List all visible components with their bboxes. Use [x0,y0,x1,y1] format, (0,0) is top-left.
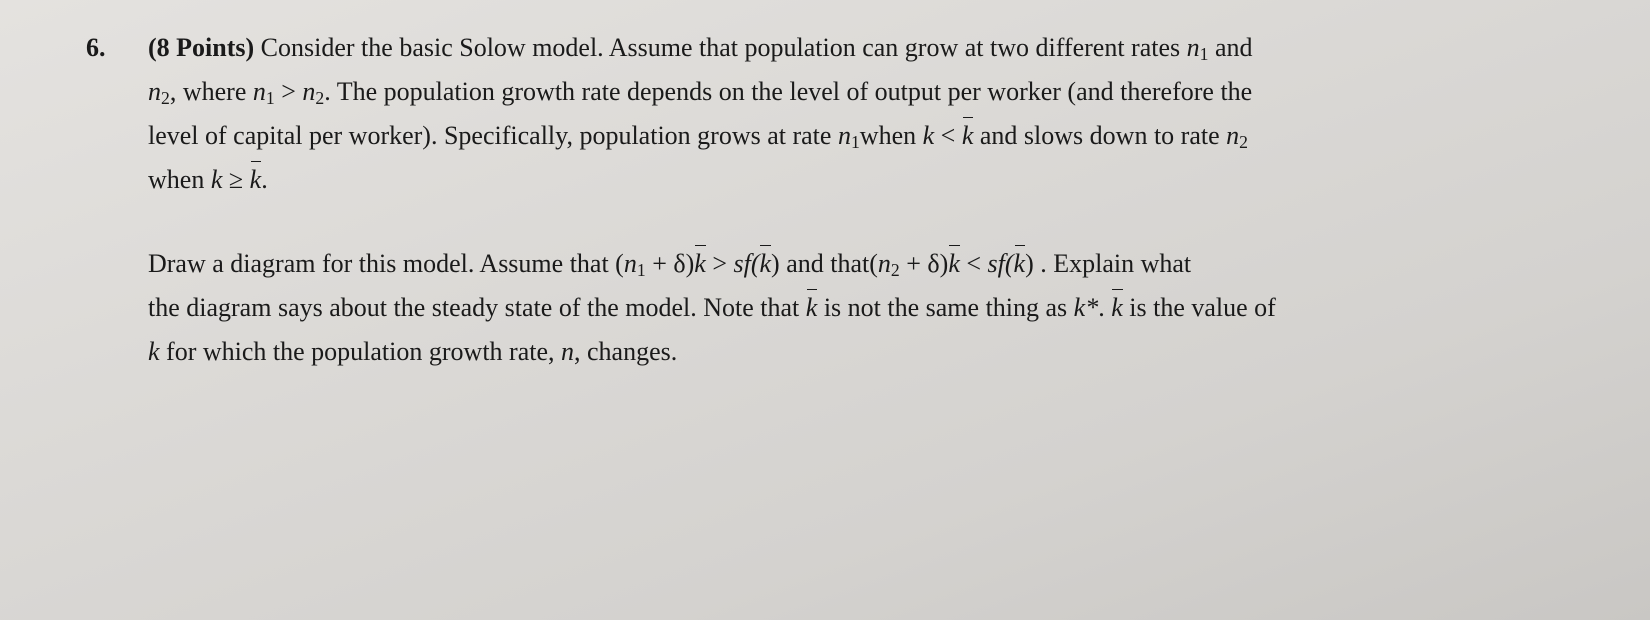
text: , where [169,77,253,106]
paragraph-2-line-2 [148,286,1528,330]
math-k-bar: k [806,286,818,330]
math-k: k [922,121,935,150]
text: level of capital per worker). Specifically, population grows at rate [148,121,838,150]
text: Draw a diagram for this model. Assume that ( [148,249,624,278]
text: Consider the basic Solow model. Assume that population can grow at two different rates [254,33,1187,62]
math-k-bar: k [1014,242,1026,286]
text: . [261,165,268,194]
math-sub: 2 [315,87,325,108]
problem-paragraph-2 [148,242,1528,374]
math-op: > [705,249,734,278]
math-k-bar: k [250,158,262,202]
math-op: < [934,121,962,150]
math-op: + δ) [899,249,949,278]
math-k-bar: k [759,242,771,286]
text: when [148,165,211,194]
text: . [1098,293,1112,322]
math-n: n [837,121,851,150]
math-n: n [252,77,266,106]
math-k: k [148,337,160,366]
math-op: < [959,249,988,278]
math-n: n [148,77,161,106]
math-n: n [1186,33,1200,62]
math-k-bar: k [962,114,974,158]
math-op: ) [771,249,780,278]
text: and [1208,33,1253,62]
math-n: n [1226,121,1240,150]
paragraph-1-line-4 [148,158,1528,202]
math-op: ≥ [222,165,250,194]
problem-paragraph-1 [148,26,1528,202]
math-op: > [274,77,303,106]
math-k-bar: k [694,242,706,286]
text: and that( [779,249,878,278]
math-k-bar: k [948,242,960,286]
math-sub: 1 [636,259,646,280]
math-sub: 1 [1199,43,1209,64]
math-sub: 2 [890,259,900,280]
math-sub: 2 [1239,131,1248,152]
math-n: n [302,77,316,106]
text: . The population growth rate depends on the level of output per worker (and therefore the [324,77,1253,106]
paragraph-2-line-3 [148,330,1528,374]
math-k-star: k* [1073,293,1099,322]
math-op: + δ) [645,249,695,278]
math-n: n [623,249,637,278]
math-n: n [561,337,574,366]
text: is the value of [1122,293,1276,322]
math-sub: 1 [265,87,275,108]
math-n: n [877,249,891,278]
text: the diagram says about the steady state of the model. Note that [148,293,806,322]
math-sub: 1 [850,131,860,152]
text: is not the same thing as [817,293,1074,322]
paragraph-1-line-3 [148,114,1528,158]
paragraph-2-line-1 [148,242,1528,286]
math-sf: sf( [733,249,760,278]
text: when [859,121,923,150]
problem-number: 6. [86,33,106,62]
text: , changes. [574,337,678,366]
points-label: (8 Points) [148,33,255,62]
text: . Explain what [1033,249,1192,278]
math-sf: sf( [987,249,1014,278]
text: for which the population growth rate, [159,337,561,366]
text: and slows down to rate [973,121,1227,150]
math-k: k [210,165,223,194]
math-sub: 2 [161,87,170,108]
math-k-bar: k [1111,286,1123,330]
math-op: ) [1025,249,1034,278]
paragraph-1-line-2 [148,70,1528,114]
paragraph-1-line-1 [148,26,1528,70]
